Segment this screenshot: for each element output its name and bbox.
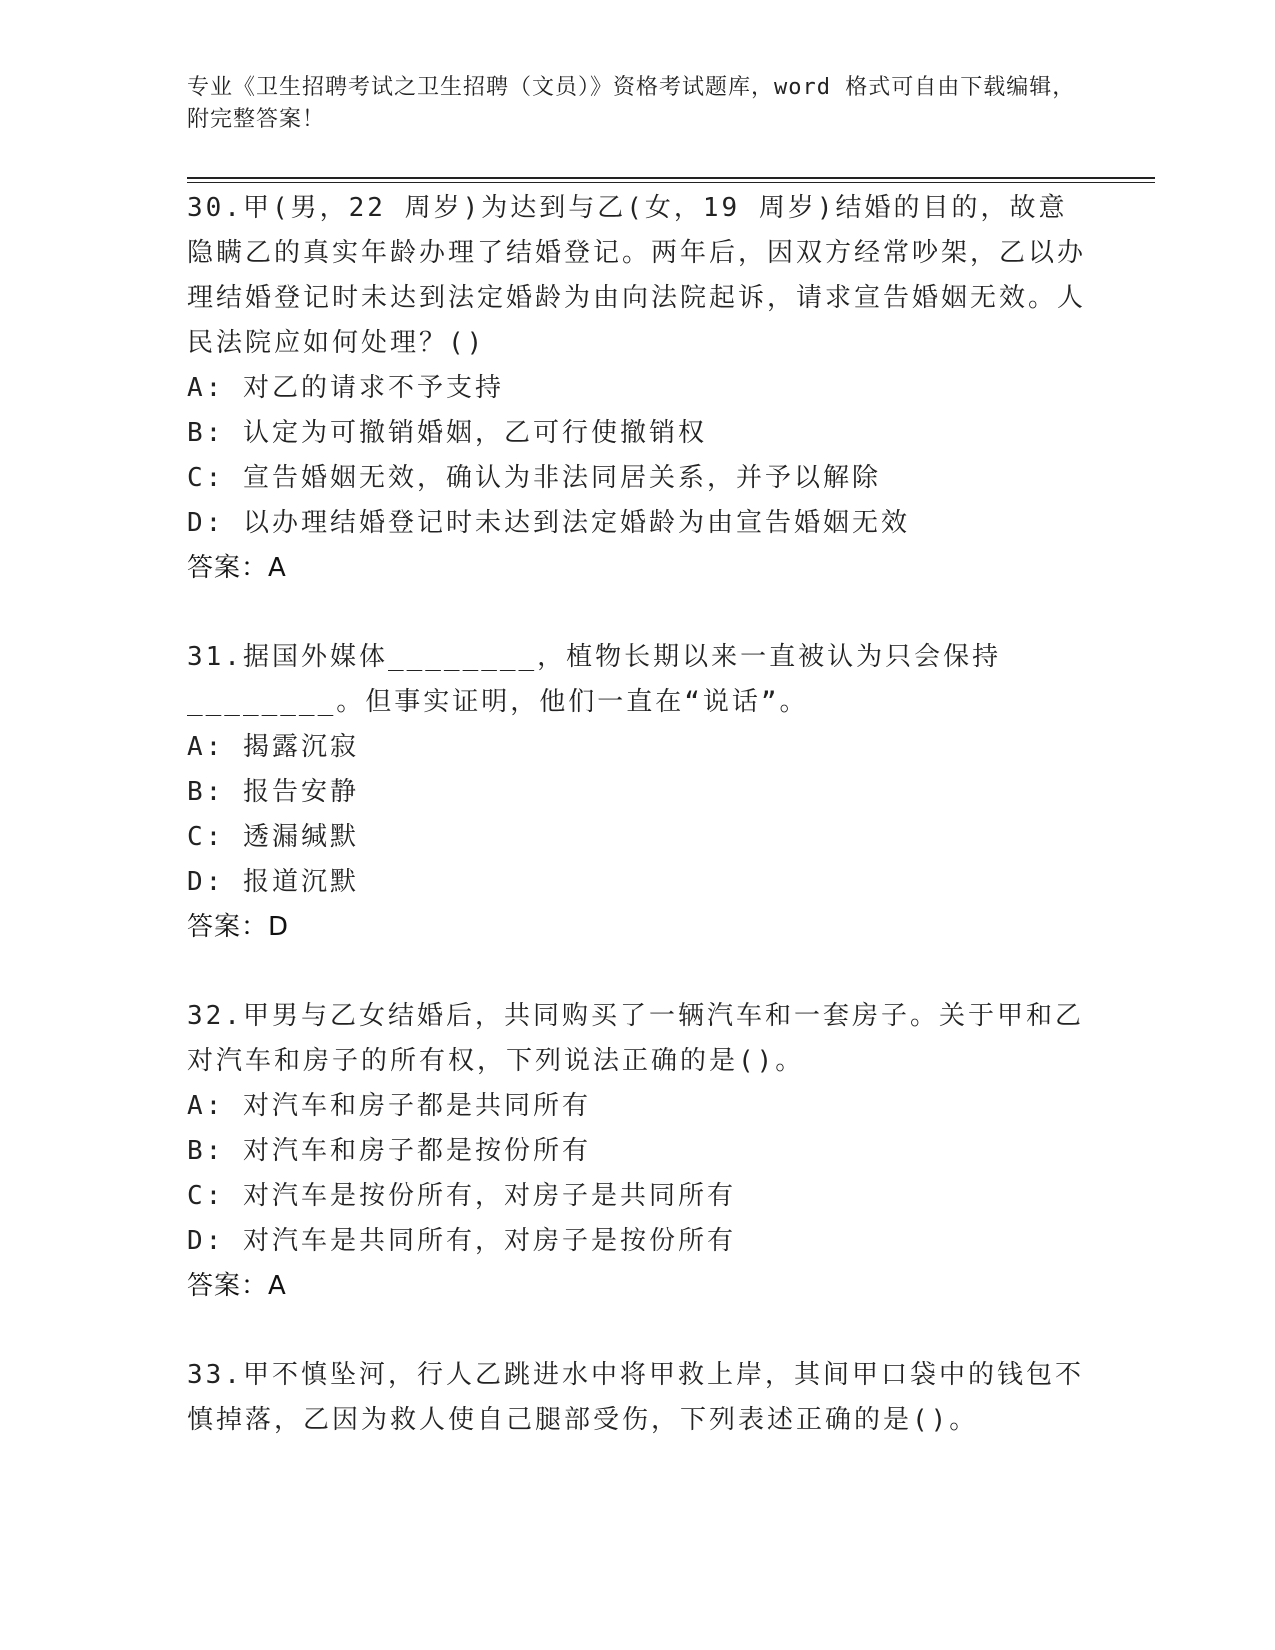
option-a: A: 揭露沉寂 bbox=[187, 732, 359, 762]
question-stem: 31.据国外媒体________，植物长期以来一直被认为只会保持________。但事实证明，他们一直在“说话”。 bbox=[187, 642, 1002, 717]
option-c: C: 宣告婚姻无效，确认为非法同居关系，并予以解除 bbox=[187, 463, 881, 493]
answer-line: 答案：D bbox=[187, 912, 290, 942]
answer-line: 答案：A bbox=[187, 553, 287, 583]
question-stem: 32.甲男与乙女结婚后，共同购买了一辆汽车和一套房子。关于甲和乙对汽车和房子的所有权，下列说法正确的是()。 bbox=[187, 1001, 1084, 1076]
option-a: A: 对乙的请求不予支持 bbox=[187, 373, 504, 403]
answer-line: 答案：A bbox=[187, 1271, 287, 1301]
option-b: B: 报告安静 bbox=[187, 777, 359, 807]
question-33 bbox=[187, 1353, 1087, 1443]
option-a: A: 对汽车和房子都是共同所有 bbox=[187, 1091, 591, 1121]
header-divider-thick bbox=[187, 177, 1155, 179]
option-b: B: 对汽车和房子都是按份所有 bbox=[187, 1136, 591, 1166]
question-list bbox=[187, 186, 1087, 1487]
option-c: C: 透漏缄默 bbox=[187, 822, 359, 852]
option-b: B: 认定为可撤销婚姻，乙可行使撤销权 bbox=[187, 418, 707, 448]
question-30 bbox=[187, 186, 1087, 591]
option-d: D: 对汽车是共同所有，对房子是按份所有 bbox=[187, 1226, 736, 1256]
header-divider-thin bbox=[187, 182, 1155, 183]
option-d: D: 以办理结婚登记时未达到法定婚龄为由宣告婚姻无效 bbox=[187, 508, 910, 538]
option-d: D: 报道沉默 bbox=[187, 867, 359, 897]
document-header: 专业《卫生招聘考试之卫生招聘（文员）》资格考试题库，word 格式可自由下载编辑，附完整答案！ bbox=[187, 75, 1076, 132]
question-stem: 33.甲不慎坠河，行人乙跳进水中将甲救上岸，其间甲口袋中的钱包不慎掉落，乙因为救人使自己腿部受伤，下列表述正确的是()。 bbox=[187, 1360, 1084, 1435]
question-32 bbox=[187, 994, 1087, 1309]
option-c: C: 对汽车是按份所有，对房子是共同所有 bbox=[187, 1181, 736, 1211]
question-31 bbox=[187, 635, 1087, 950]
question-stem: 30.甲(男，22 周岁)为达到与乙(女，19 周岁)结婚的目的，故意隐瞒乙的真实年龄办理了结婚登记。两年后，因双方经常吵架，乙以办理结婚登记时未达到法定婚龄为由向法院起诉，请求宣告婚姻无效。人民法院应如何处理？() bbox=[187, 193, 1087, 358]
